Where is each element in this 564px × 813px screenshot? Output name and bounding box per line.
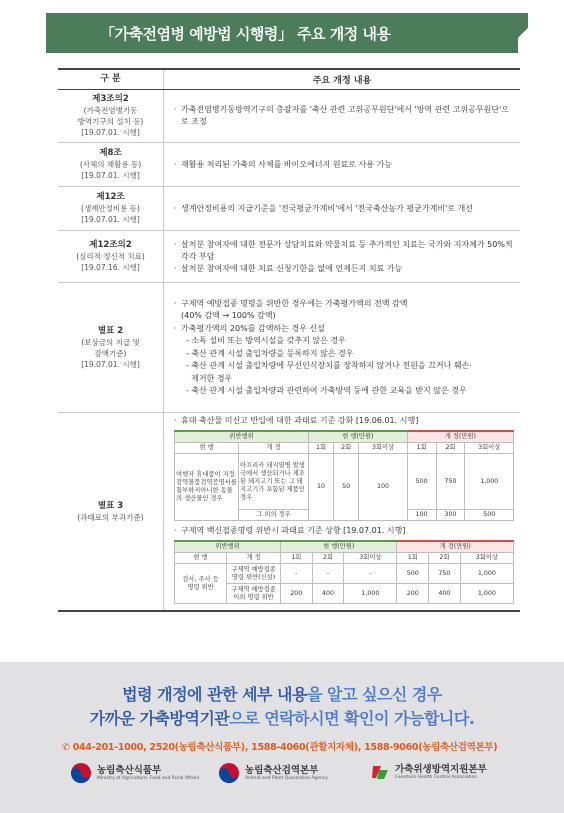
fine-header: 현 행(만원) — [309, 431, 408, 443]
contact-text: 을 알고 싶으신 경우 — [306, 685, 442, 704]
table-row — [58, 143, 520, 187]
table-row — [58, 90, 520, 143]
fine-header: 개 정 — [227, 553, 281, 564]
fine-header: 2회 — [312, 553, 344, 564]
article-date: [19.07.01. 시행] — [81, 215, 140, 224]
fine-heading: · 휴대 축산물 미신고 반입에 대한 과태료 기준 강화 [19.06.01. 시행] — [174, 415, 514, 427]
fine-cell: 구제역 예방접종 이외 명령 위반 — [227, 584, 281, 604]
fine-header: 3회이상 — [465, 443, 514, 454]
fine-header: 1회 — [309, 443, 334, 454]
fine-header: 개 정 — [239, 443, 309, 454]
fine-header: 3회이상 — [460, 553, 513, 564]
fine-header: 1회 — [281, 553, 313, 564]
fine-header: 2회 — [429, 553, 461, 564]
content-item: · 살처분 참여자에 대한 치료 신청기한을 없애 언제든지 치료 가능 — [174, 263, 514, 275]
fine-header: 현 행 — [175, 443, 239, 454]
article-number: 별표 2 — [97, 325, 124, 336]
fine-header: 개 정(만원) — [407, 431, 513, 443]
fine-header: 2회 — [436, 443, 465, 454]
fine-value: 500 — [407, 454, 436, 510]
fine-value: 100 — [359, 454, 408, 521]
page-title — [46, 13, 518, 53]
article-subtitle: (심리적·정신적 치료) — [76, 252, 145, 261]
fine-value: 400 — [429, 584, 461, 604]
taegeuk-icon — [218, 762, 240, 784]
fine-value: 500 — [465, 510, 514, 521]
logo-ministry — [70, 762, 199, 784]
fine-table-1 — [174, 430, 514, 521]
fine-value: 300 — [436, 510, 465, 521]
phone-icon: ✆ — [62, 742, 70, 753]
contact-footer — [0, 662, 564, 813]
article-number: 별표 3 — [97, 500, 124, 511]
page-title-text: 「가축전염병 예방법 시행령」 주요 개정 내용 — [100, 24, 391, 43]
table-row — [58, 413, 520, 612]
content-item: · 살처분 참여자에 대한 전문가 상담치료와 약물치료 등 추가적인 치료는 국가와 지자체가 50%씩 각각 부담 — [174, 239, 514, 263]
fine-header: 개 정(만원) — [397, 541, 514, 553]
logo-name: 농림축산검역본부 — [245, 764, 319, 776]
content-subitem: - 축산 관계 시설 출입차량과 관련하여 가축방역 등에 관한 교육을 받지 않은 경우 — [186, 386, 467, 395]
fine-value: 750 — [436, 454, 465, 510]
article-date: [19.07.01. 시행] — [81, 128, 140, 137]
fine-heading: · 구제역 백신접종명령 위반시 과태료 기준 상향 [19.07.01. 시행] — [174, 525, 514, 537]
fine-header: 위반행위 — [175, 431, 309, 443]
article-subtitle: (가축전염병기동 방역기구의 설치 등) — [77, 106, 144, 126]
fine-header: 1회 — [397, 553, 429, 564]
fine-value: 1,000 — [344, 584, 397, 604]
article-subtitle: (사체의 재활용 등) — [79, 160, 142, 169]
article-date: [19.07.16. 시행] — [81, 263, 140, 272]
article-number: 제12조 — [96, 192, 125, 202]
fine-value: 200 — [397, 584, 429, 604]
fine-table-2 — [174, 540, 514, 604]
content-item: · 가축전염병기동방역기구의 총괄자를 '축산 관련 고위공무원단'에서 '방역 관련 고위공무원단'으로 조정 — [174, 104, 514, 128]
taegeuk-icon — [70, 762, 92, 784]
logo-association — [370, 762, 487, 782]
article-subtitle: (보상금의 지급 및 감액기준) — [81, 337, 140, 358]
article-number: 제8조 — [99, 148, 122, 158]
contact-line-2 — [0, 706, 564, 729]
fine-value: 400 — [312, 584, 344, 604]
article-subtitle: (과태료의 부과기준) — [77, 512, 144, 522]
contact-highlight: 법령 개정에 관한 세부 내용 — [122, 685, 307, 704]
logo-name: 농림축산식품부 — [97, 764, 162, 776]
fine-cell: 그 외의 경우 — [239, 510, 309, 521]
article-number: 제12조의2 — [89, 240, 132, 250]
content-item: · 가축평가액의 20%를 감액하는 경우 신설 — [174, 323, 514, 336]
fine-header: 위반행위 — [175, 541, 281, 553]
article-subtitle: (생계안정비용 등) — [81, 204, 140, 213]
fine-value: 750 — [429, 564, 461, 584]
logo-english: Animal and Plant Quarantine Agency — [245, 775, 329, 781]
fine-value: 100 — [407, 510, 436, 521]
table-row — [58, 187, 520, 231]
fine-value: 1,000 — [465, 454, 514, 510]
fine-header: 3회이상 — [359, 443, 408, 454]
table-row — [58, 283, 520, 413]
logo-quarantine — [218, 762, 328, 784]
content-subitem: - 축산 관계 시설 출입차량에 무선인식장치를 장착하지 않거나 전원을 끄거나 훼손· 제거한 경우 — [186, 361, 472, 383]
logo-english: Livestock Health Control Association — [395, 774, 478, 780]
fine-cell: 아프리카 돼지열병 발생국에서 생산되거나 제조된 돼지고기 또는 그 돼지고기가 포함된 제품인 경우 — [239, 454, 309, 510]
fine-value: 500 — [397, 564, 429, 584]
fine-header: 2회 — [334, 443, 359, 454]
fine-value: 1,000 — [460, 584, 513, 604]
table-row — [58, 231, 520, 283]
content-item: · 생계안정비용의 지급기준을 '전국평균가계비'에서 '전국축산농가 평균가계비'로 개선 — [174, 203, 514, 215]
fine-value: - — [344, 564, 397, 584]
fine-value: 1,000 — [460, 564, 513, 584]
amendment-table — [58, 68, 520, 612]
phone-text: 044-201-1000, 2520(농림축산식품부), 1588-4060(관할지자체), 1588-9060(농림축산검역본부) — [72, 742, 498, 753]
fine-cell: 구제역 예방접종 명령 위반(신설) — [227, 564, 281, 584]
fine-header: 현 행 — [175, 553, 227, 564]
article-number: 제3조의2 — [92, 94, 129, 104]
fine-cell: 검사, 주사 등 명령 위반 — [175, 564, 227, 604]
logo-row — [0, 762, 564, 802]
fine-value: 200 — [281, 584, 313, 604]
fine-header: 3회이상 — [344, 553, 397, 564]
content-item: · 재활용 처리된 가축의 사체를 바이오에너지 원료로 사용 가능 — [174, 159, 514, 171]
content-subitem: - 축산 관계 시설 출입차량을 등록하지 않은 경우 — [186, 348, 354, 358]
contact-line-1 — [0, 682, 564, 705]
contact-highlight: 가까운 가축방역기관 — [89, 709, 230, 728]
logo-name: 가축위생방역지원본부 — [395, 763, 487, 775]
content-item: · 구제역 예방접종 명령을 위반한 경우에는 가축평가액의 전액 감액 (40% 감액 → 100% 감액) — [174, 298, 514, 323]
fine-cell: 여행자 휴대품이 지정검역물품검역증명서를 첨부하지아니한 동물의 생산물인 경우 — [175, 454, 239, 521]
content-subitem: - 소독 설비 또는 방역시설을 갖추지 않은 경우 — [186, 336, 346, 345]
fine-value: 10 — [309, 454, 334, 521]
article-date: [19.07.01. 시행] — [81, 171, 140, 180]
header-content: 주요 개정 내용 — [164, 69, 521, 90]
header-category: 구 분 — [58, 69, 164, 90]
fine-value: - — [281, 564, 313, 584]
article-date: [19.07.01. 시행] — [81, 359, 140, 369]
contact-text: 으로 연락하시면 확인이 가능합니다. — [229, 709, 475, 728]
logo-english: Ministry of Agriculture, Food and Rural Affairs — [97, 775, 200, 781]
fine-value: - — [312, 564, 344, 584]
fine-header: 1회 — [407, 443, 436, 454]
phone-numbers — [62, 739, 497, 753]
fine-header: 현 행(만원) — [281, 541, 397, 553]
fine-value: 50 — [334, 454, 359, 521]
association-emblem-icon — [370, 762, 390, 782]
